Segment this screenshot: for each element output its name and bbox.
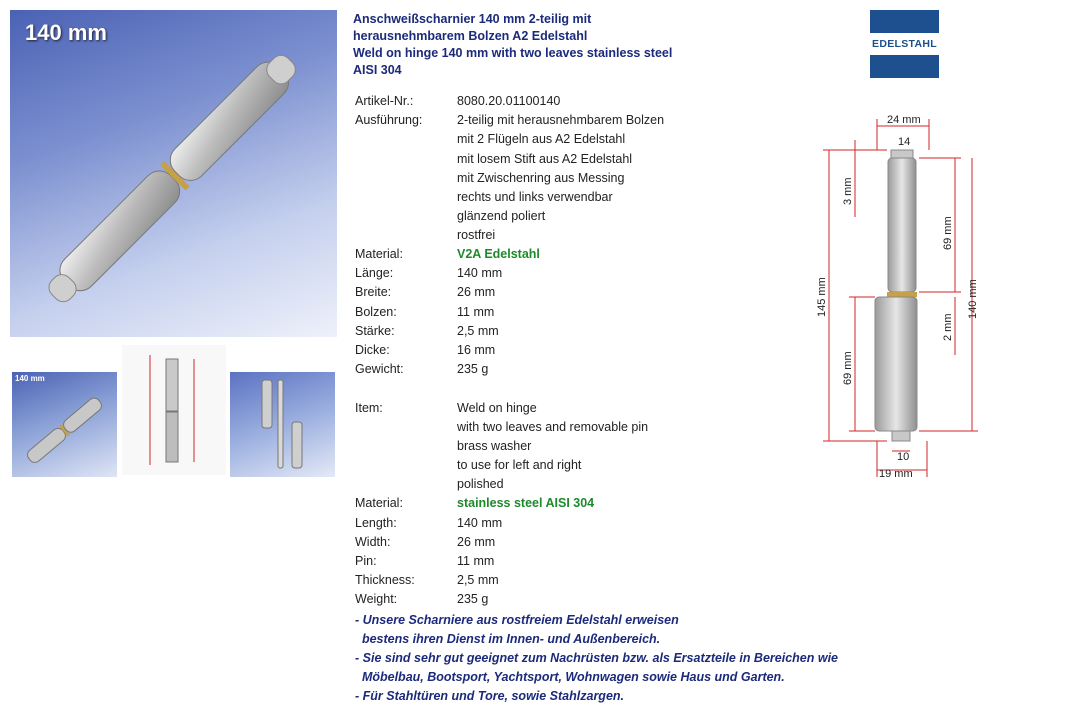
spec-row-execution-cont	[355, 130, 775, 149]
main-product-image	[10, 10, 337, 337]
spec-value: mit losem Stift aus A2 Edelstahl	[457, 152, 633, 166]
dim-total-height: 145 mm	[816, 277, 828, 317]
spec-row-execution-cont	[355, 207, 775, 226]
dim-bottom-pin: 10	[897, 451, 910, 463]
hinge-photo-graphic	[10, 10, 337, 337]
spec-row-execution	[355, 111, 775, 130]
spec-value: V2A Edelstahl	[457, 247, 540, 261]
drawing-thumb-graphic	[122, 345, 226, 475]
spec-value: rostfrei	[457, 228, 496, 242]
dim-top-gap: 3 mm	[842, 177, 854, 205]
spec-row-length-en	[355, 514, 775, 533]
spec-label: Item:	[355, 401, 383, 415]
dim-lower-leaf: 69 mm	[842, 351, 854, 385]
spec-value: glänzend poliert	[457, 209, 546, 223]
spec-value: polished	[457, 477, 504, 491]
spec-value: 11 mm	[457, 554, 495, 568]
spec-row-width	[355, 283, 775, 302]
note-line: - Für Stahltüren und Tore, sowie Stahlzargen.	[355, 689, 625, 703]
spec-value: 140 mm	[457, 516, 503, 530]
spec-value: 26 mm	[457, 285, 496, 299]
spec-value: 26 mm	[457, 535, 496, 549]
spec-value: 140 mm	[457, 266, 503, 280]
spec-value: stainless steel AISI 304	[457, 496, 595, 510]
spec-label: Ausführung:	[355, 113, 423, 127]
spec-value: rechts und links verwendbar	[457, 190, 613, 204]
spec-label: Material:	[355, 496, 403, 510]
note-line: bestens ihren Dienst im Innen- und Außenbereich.	[355, 632, 661, 646]
spec-label: Artikel-Nr.:	[355, 94, 414, 108]
note-line: - Sie sind sehr gut geeignet zum Nachrüsten bzw. als Ersatzteile in Bereichen wie	[355, 651, 838, 665]
spec-row-material-en	[355, 494, 775, 513]
spec-value: to use for left and right	[457, 458, 582, 472]
spec-value: 8080.20.01100140	[457, 94, 561, 108]
spec-row-pin	[355, 303, 775, 322]
spec-value: 2,5 mm	[457, 324, 499, 338]
title-line-2: herausnehmbarem Bolzen A2 Edelstahl	[353, 29, 588, 43]
note-line: Möbelbau, Bootsport, Yachtsport, Wohnwagen sowie Haus und Garten.	[355, 670, 785, 684]
spec-label: Dicke:	[355, 343, 390, 357]
dim-body-height: 140 mm	[967, 279, 979, 319]
spec-label: Bolzen:	[355, 305, 397, 319]
spec-row-strength	[355, 322, 775, 341]
title-line-1: Anschweißscharnier 140 mm 2-teilig mit	[353, 12, 592, 26]
brass-washer	[887, 292, 917, 297]
note-line: - Unsere Scharniere aus rostfreiem Edelstahl erweisen	[355, 613, 679, 627]
spec-value: 235 g	[457, 362, 489, 376]
size-badge: 140 mm	[25, 20, 107, 45]
spec-value: with two leaves and removable pin	[457, 420, 649, 434]
spec-label: Thickness:	[355, 573, 415, 587]
spec-row-weight-en	[355, 590, 775, 609]
spec-row-article	[355, 92, 775, 111]
dim-top-pin: 14	[898, 136, 911, 148]
spec-value: 235 g	[457, 592, 489, 606]
spec-row-item-cont	[355, 437, 775, 456]
thumbnail-drawing[interactable]	[122, 345, 226, 475]
spec-row-execution-cont	[355, 169, 775, 188]
spec-label: Gewicht:	[355, 362, 404, 376]
hinge-dimension-drawing	[815, 105, 990, 480]
parts-thumb-graphic	[230, 372, 335, 477]
dim-upper-leaf: 69 mm	[942, 216, 954, 250]
bottom-pin	[892, 431, 910, 441]
product-title	[353, 11, 773, 79]
spec-row-weight	[355, 360, 775, 379]
spec-label: Pin:	[355, 554, 377, 568]
spec-row-width-en	[355, 533, 775, 552]
spec-label: Stärke:	[355, 324, 395, 338]
spec-value: mit Zwischenring aus Messing	[457, 171, 625, 185]
spec-value: 2,5 mm	[457, 573, 499, 587]
spec-label: Length:	[355, 516, 397, 530]
spec-label: Weight:	[355, 592, 398, 606]
logo-text: EDELSTAHL	[872, 38, 937, 50]
dim-top-width: 24 mm	[887, 114, 921, 126]
spec-row-thickness-en	[355, 571, 775, 590]
upper-leaf	[888, 158, 916, 292]
spec-row-length	[355, 264, 775, 283]
spec-row-material	[355, 245, 775, 264]
spec-value: mit 2 Flügeln aus A2 Edelstahl	[457, 132, 626, 146]
title-line-3: Weld on hinge 140 mm with two leaves stainless steel	[353, 46, 673, 60]
hinge-thumb-graphic	[12, 372, 117, 477]
spec-row-execution-cont	[355, 226, 775, 245]
technical-drawing	[815, 105, 990, 480]
dim-bottom-width: 19 mm	[879, 468, 913, 480]
spec-value: Weld on hinge	[457, 401, 537, 415]
spec-row-execution-cont	[355, 150, 775, 169]
spec-row-item	[355, 399, 775, 418]
spec-row-item-cont	[355, 418, 775, 437]
spec-value: brass washer	[457, 439, 532, 453]
thumbnail-parts[interactable]	[230, 372, 335, 477]
spec-label: Länge:	[355, 266, 394, 280]
spec-row-item-cont	[355, 475, 775, 494]
top-pin	[891, 150, 913, 158]
dim-washer: 2 mm	[942, 313, 954, 341]
spec-label: Material:	[355, 247, 403, 261]
lower-leaf	[875, 297, 917, 431]
spec-label: Width:	[355, 535, 391, 549]
thumb-size-badge: 140 mm	[15, 374, 45, 383]
spec-value: 11 mm	[457, 305, 495, 319]
edelstahl-logo	[870, 10, 939, 78]
thumbnail-photo[interactable]	[12, 372, 117, 477]
spec-row-thickness	[355, 341, 775, 360]
spec-value: 2-teilig mit herausnehmbarem Bolzen	[457, 113, 665, 127]
spec-value: 16 mm	[457, 343, 496, 357]
spec-label: Breite:	[355, 285, 392, 299]
spec-row-pin-en	[355, 552, 775, 571]
title-line-4: AISI 304	[353, 63, 402, 77]
spec-row-item-cont	[355, 456, 775, 475]
spec-row-execution-cont	[355, 188, 775, 207]
